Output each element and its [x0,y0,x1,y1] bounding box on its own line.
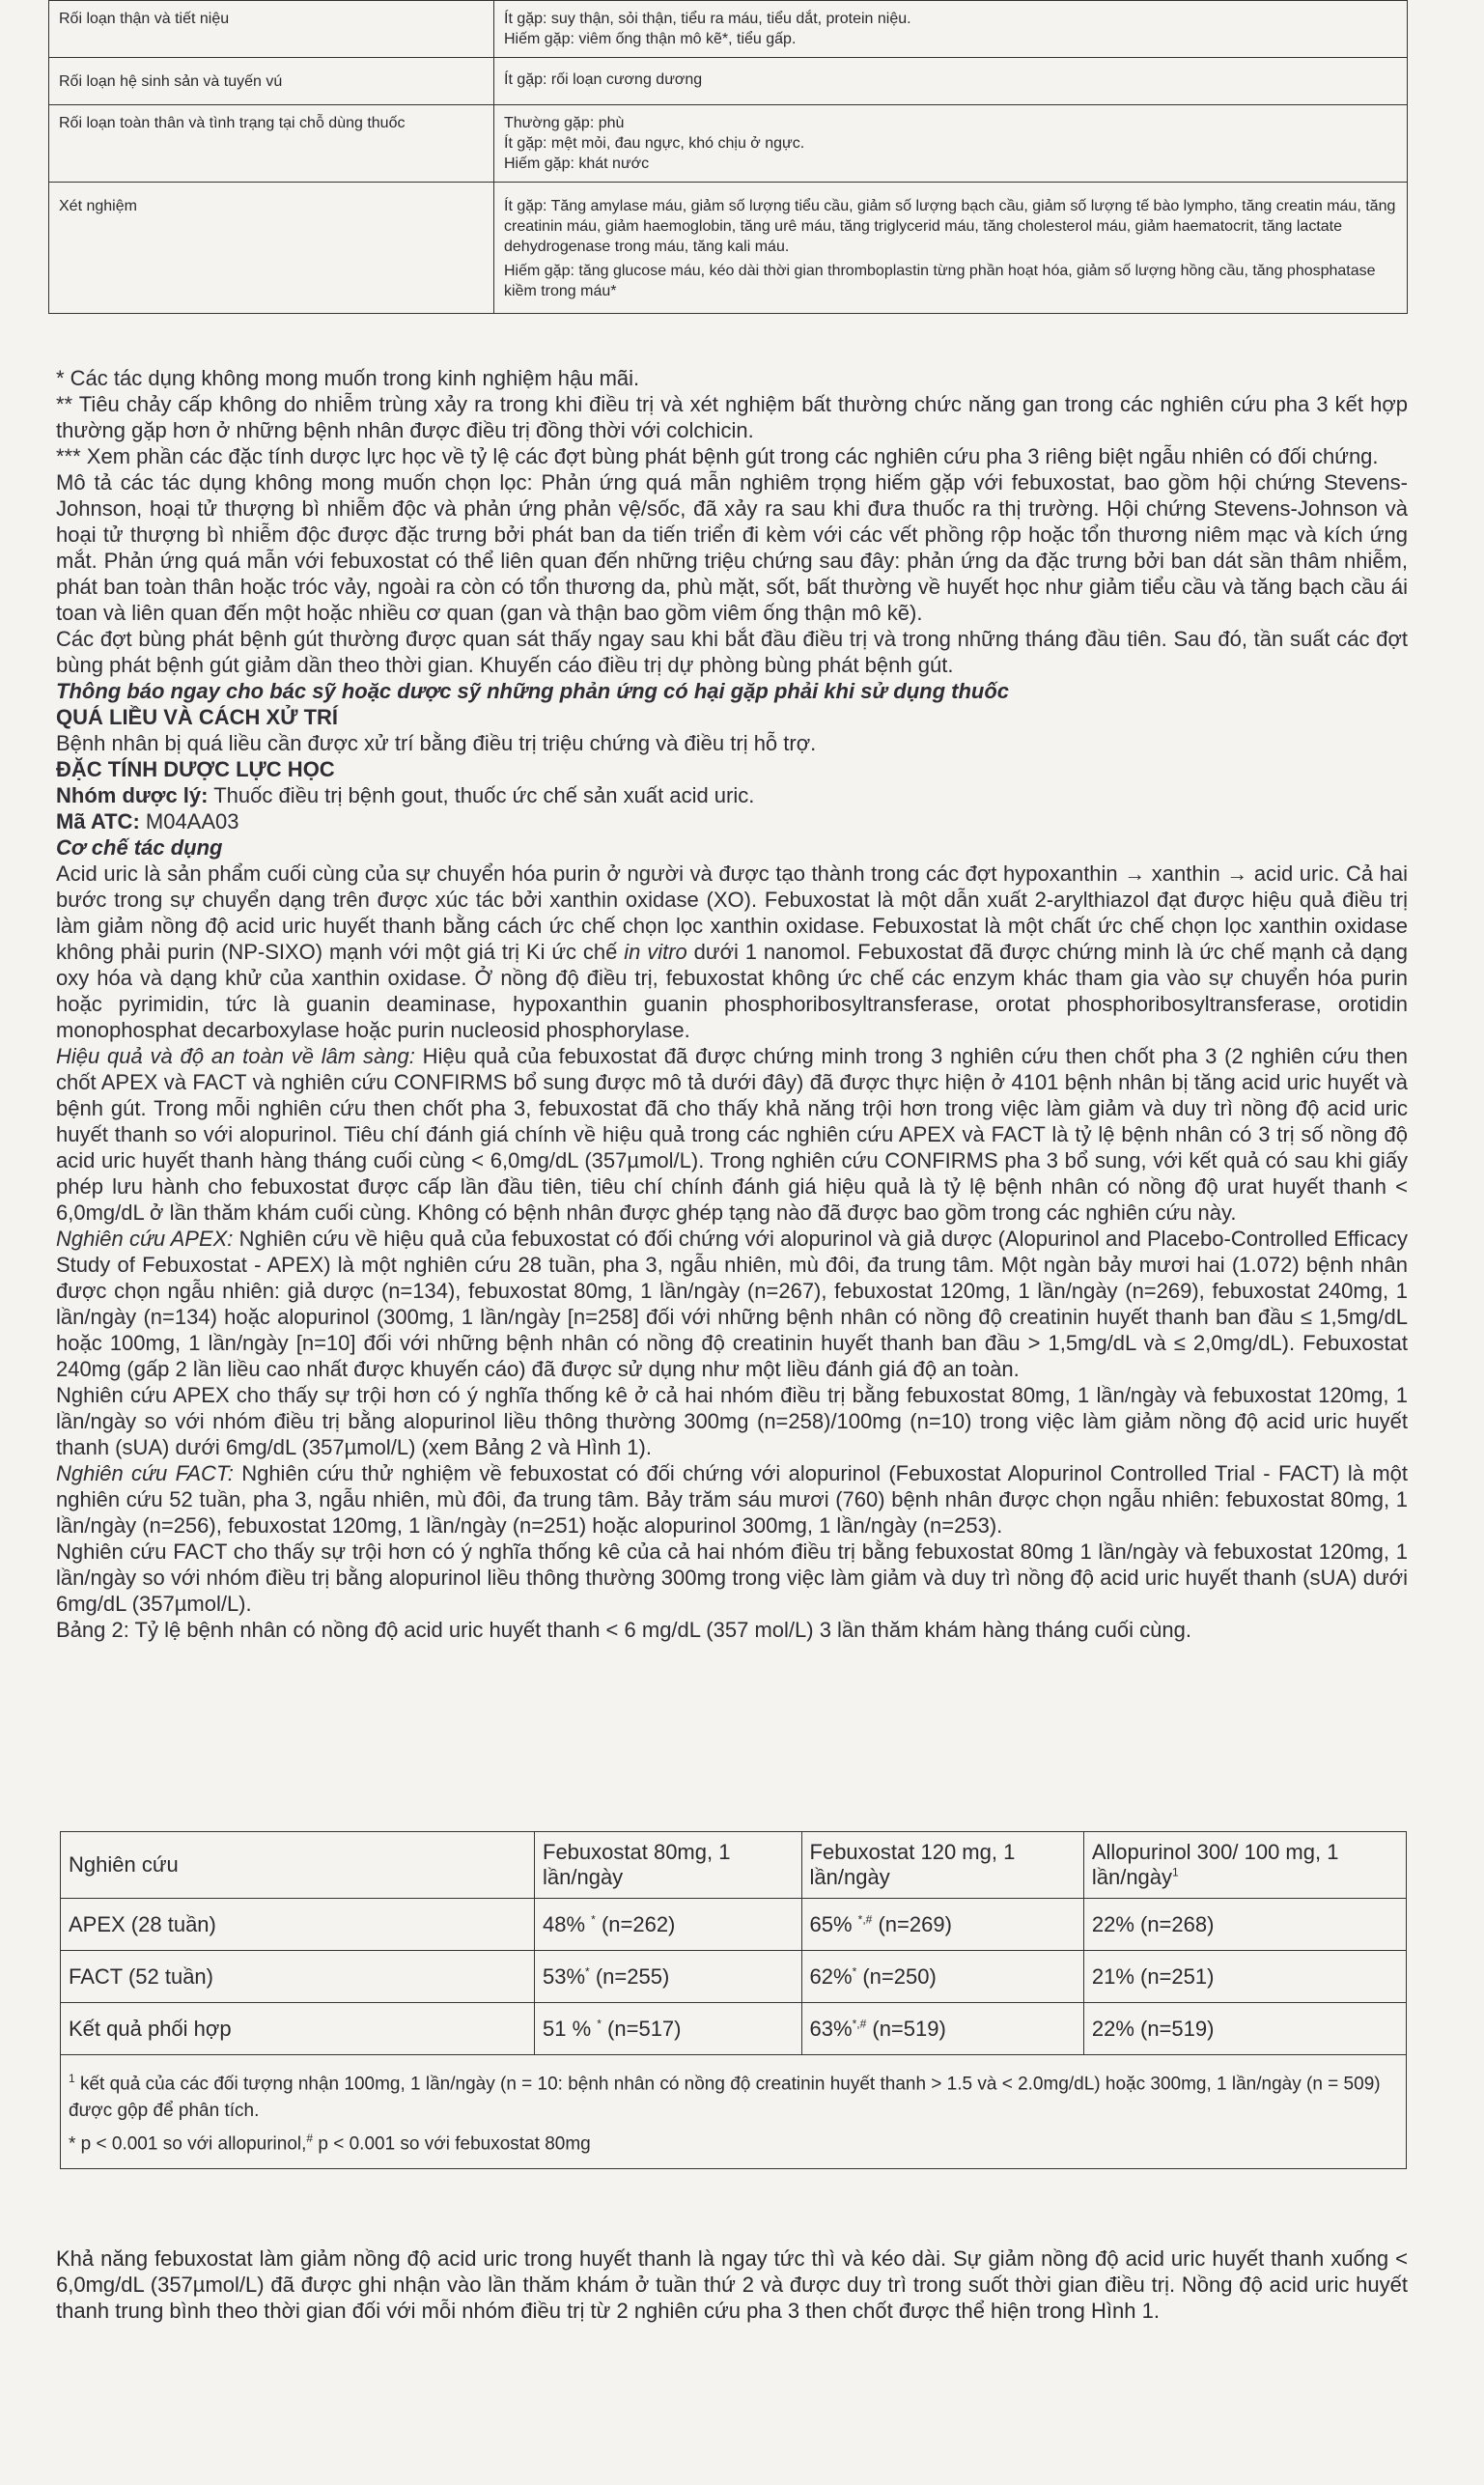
final-paragraph: Khả năng febuxostat làm giảm nồng độ acid uric trong huyết thanh là ngay tức thì và kéo dài. Sự giảm nồng độ acid uric huyết thanh xuống < 6,0mg/dL (357µmol/L) đã được ghi nhận vào lần thăm khám ở tuần thứ 2 và được duy trì trong suốt thời gian điều trị. Nồng độ acid uric huyết thanh trung bình theo thời gian đối với mỗi nhóm điều trị từ 2 nghiên cứu pha 3 then chốt được thể hiện trong Hình 1. [56,2246,1408,2323]
value-cell: 63%*,# (n=519) [801,2003,1083,2055]
study-cell: APEX (28 tuần) [61,1899,535,1951]
table-row [49,105,1408,183]
ae-description: Ít gặp: suy thận, sỏi thận, tiểu ra máu, tiểu dắt, protein niệu. Hiếm gặp: viêm ống thận mô kẽ*, tiểu gấp. [494,1,1408,58]
mechanism-heading: Cơ chế tác dụng [56,835,223,860]
value-cell: 62%* (n=250) [801,1951,1083,2003]
column-header: Nghiên cứu [61,1832,535,1899]
footnote: *** Xem phần các đặc tính dược lực học về tỷ lệ các đợt bùng phát bệnh gút trong các nghiên cứu pha 3 riêng biệt ngẫu nhiên có đối chứng. [56,444,1379,468]
value-cell: 22% (n=519) [1083,2003,1406,2055]
apex-result-paragraph: Nghiên cứu APEX cho thấy sự trội hơn có ý nghĩa thống kê ở cả hai nhóm điều trị bằng febuxostat 80mg, 1 lần/ngày và febuxostat 120mg, 1 lần/ngày so với nhóm điều trị bằng alopurinol liều thông thường 300mg (n=258)/100mg (n=10) trong việc làm giảm nồng độ acid uric huyết thanh (sUA) dưới 6mg/dL (357µmol/L) (xem Bảng 2 và Hình 1). [56,1383,1408,1459]
value-cell: 21% (n=251) [1083,1951,1406,2003]
footnote: * Các tác dụng không mong muốn trong kinh nghiệm hậu mãi. [56,366,640,390]
ae-description: Ít gặp: Tăng amylase máu, giảm số lượng tiểu cầu, giảm số lượng bạch cầu, giảm số lượng tế bào lympho, tăng creatin máu, tăng creatinin máu, giảm haemoglobin, tăng urê máu, tăng triglycerid máu, tăng cholesterol máu, giảm haematocrit, tăng lactate dehydrogenase trong máu, tăng kali máu. Hiếm gặp: tăng glucose máu, kéo dài thời gian thromboplastin từng phần hoạt hóa, giảm số lượng hồng cầu, tăng phosphatase kiềm trong máu* [494,183,1408,314]
atc-code: Mã ATC: M04AA03 [56,809,239,833]
notify-doctor-note: Thông báo ngay cho bác sỹ hoặc dược sỹ những phản ứng có hại gặp phải khi sử dụng thuốc [56,679,1009,703]
study-cell: FACT (52 tuần) [61,1951,535,2003]
value-cell: 53%* (n=255) [535,1951,802,2003]
footnote: ** Tiêu chảy cấp không do nhiễm trùng xảy ra trong khi điều trị và xét nghiệm bất thường chức năng gan trong các nghiên cứu pha 3 kết hợp thường gặp hơn ở những bệnh nhân được điều trị đồng thời với colchicin. [56,392,1408,442]
fact-paragraph: Nghiên cứu FACT: Nghiên cứu thử nghiệm về febuxostat có đối chứng với alopurinol (Febuxostat Alopurinol Controlled Trial - FACT) là một nghiên cứu 52 tuần, pha 3, ngẫu nhiên, mù đôi, đa trung tâm. Bảy trăm sáu mươi (760) bệnh nhân được chọn ngẫu nhiên: febuxostat 80mg, 1 lần/ngày (n=256), febuxostat 120mg, 1 lần/ngày (n=251) hoặc alopurinol 300mg, 1 lần/ngày (n=253). [56,1461,1408,1538]
ae-description: Thường gặp: phù Ít gặp: mệt mỏi, đau ngực, khó chịu ở ngực. Hiếm gặp: khát nước [494,105,1408,183]
efficacy-paragraph: Hiệu quả và độ an toàn về lâm sàng: Hiệu quả của febuxostat đã được chứng minh trong 3 nghiên cứu then chốt pha 3 (2 nghiên cứu then chốt APEX và FACT và nghiên cứu CONFIRMS bổ sung được mô tả dưới đây) đã được thực hiện ở 4101 bệnh nhân bị tăng acid uric huyết và bệnh gút. Trong mỗi nghiên cứu then chốt pha 3, febuxostat đã cho thấy khả năng trội hơn trong việc làm giảm và duy trì nồng độ acid uric huyết thanh so với alopurinol. Tiêu chí đánh giá chính về hiệu quả trong các nghiên cứu APEX và FACT là tỷ lệ bệnh nhân có 3 trị số nồng độ acid uric huyết thanh hàng tháng cuối cùng < 6,0mg/dL (357µmol/L). Trong nghiên cứu CONFIRMS pha 3 bổ sung, với kết quả có sau khi giấy phép lưu hành cho febuxostat được cấp lần đầu tiên, tiêu chí chính đánh giá hiệu quả là tỷ lệ bệnh nhân có nồng độ urat huyết thanh < 6,0mg/dL ở lần thăm khám cuối cùng. Không có bệnh nhân được ghép tạng nào đã được bao gồm trong các nghiên cứu này. [56,1044,1408,1225]
gout-flare-paragraph: Các đợt bùng phát bệnh gút thường được quan sát thấy ngay sau khi bắt đầu điều trị và trong những tháng đầu tiên. Sau đó, tần suất các đợt bùng phát bệnh gút giảm dần theo thời gian. Khuyến cáo điều trị dự phòng bùng phát bệnh gút. [56,627,1408,677]
value-cell: 48% * (n=262) [535,1899,802,1951]
mechanism-paragraph: Acid uric là sản phẩm cuối cùng của sự chuyển hóa purin ở người và được tạo thành trong các đợt hypoxanthin → xanthin → acid uric. Cả hai bước trong sự chuyển dạng trên được xúc tác bởi xanthin oxidase (XO). Febuxostat là một dẫn xuất 2-arylthiazol đạt được hiệu quả điều trị làm giảm nồng độ acid uric huyết thanh bằng cách ức chế chọn lọc xanthin oxidase. Febuxostat là một chất ức chế chọn lọc xanthin oxidase không phải purin (NP-SIXO) mạnh với một giá trị Ki ức chế in vitro dưới 1 nanomol. Febuxostat đã được chứng minh là ức chế mạnh cả dạng oxy hóa và dạng khử của xanthin oxidase. Ở nồng độ điều trị, febuxostat không ức chế các enzym khác tham gia vào sự chuyển hóa purin hoặc pyrimidin, tức là guanin deaminase, hypoxanthin guanin phosphoribosyltransferase, orotat phosphoribosyltransferase, orotidin monophosphat decarboxylase hoặc purin nucleosid phosphorylase. [56,861,1409,1042]
table-row [49,1,1408,58]
table-row [49,58,1408,105]
apex-paragraph: Nghiên cứu APEX: Nghiên cứu về hiệu quả của febuxostat có đối chứng với alopurinol và giả dược (Alopurinol and Placebo-Controlled Efficacy Study of Febuxostat - APEX) là một nghiên cứu 28 tuần, pha 3, ngẫu nhiên, mù đôi, đa trung tâm. Một ngàn bảy mươi hai (1.072) bệnh nhân được chọn ngẫu nhiên: giả dược (n=134), febuxostat 80mg, 1 lần/ngày (n=267), febuxostat 120mg, 1 lần/ngày (n=269), febuxostat 240mg, 1 lần/ngày (n=134) hoặc alopurinol (300mg, 1 lần/ngày [n=258] đối với những bệnh nhân có nồng độ creatinin huyết thanh ban đầu ≤ 1,5mg/dL hoặc 100mg, 1 lần/ngày [n=10] đối với những bệnh nhân có nồng độ creatinin huyết thanh ban đầu > 1,5mg/dL và ≤ 2,0mg/dL). Febuxostat 240mg (gấp 2 lần liều cao nhất được khuyến cáo) đã được sử dụng như một liều đánh giá độ an toàn. [56,1227,1408,1381]
pharmacodynamics-heading: ĐẶC TÍNH DƯỢC LỰC HỌC [56,757,335,781]
study-cell: Kết quả phối hợp [61,2003,535,2055]
table2-caption: Bảng 2: Tỷ lệ bệnh nhân có nồng độ acid uric huyết thanh < 6 mg/dL (357 mol/L) 3 lần thăm khám hàng tháng cuối cùng. [56,1618,1191,1642]
overdose-text: Bệnh nhân bị quá liều cần được xử trí bằng điều trị triệu chứng và điều trị hỗ trợ. [56,731,817,755]
adverse-effects-table [48,0,1408,314]
value-cell: 51 % * (n=517) [535,2003,802,2055]
ae-category: Rối loạn toàn thân và tình trạng tại chỗ dùng thuốc [49,105,494,183]
table-row [49,183,1408,314]
value-cell: 22% (n=268) [1083,1899,1406,1951]
table-row [61,1899,1407,1951]
table-row [61,1951,1407,2003]
column-header: Allopurinol 300/ 100 mg, 1 lần/ngày$^1$ [1083,1832,1406,1899]
table-note-row [61,2055,1407,2169]
ae-category: Rối loạn thận và tiết niệu [49,1,494,58]
column-header: Febuxostat 80mg, 1 lần/ngày [535,1832,802,1899]
column-header: Febuxostat 120 mg, 1 lần/ngày [801,1832,1083,1899]
main-text [56,365,1408,1643]
table-note: $^1$ kết quả của các đối tượng nhận 100mg, 1 lần/ngày (n = 10: bệnh nhân có nồng độ creatinin huyết thanh > 1.5 và < 2.0mg/dL) hoặc 300mg, 1 lần/ngày (n = 509) được gộp để phân tích. * p < 0.001 so với allopurinol,# p < 0.001 so với febuxostat 80mg [61,2055,1407,2169]
value-cell: 65% *,# (n=269) [801,1899,1083,1951]
overdose-heading: QUÁ LIỀU VÀ CÁCH XỬ TRÍ [56,705,339,729]
efficacy-table [60,1831,1407,2169]
ae-category: Rối loạn hệ sinh sản và tuyến vú [49,58,494,105]
table-header-row [61,1832,1407,1899]
selected-effects-paragraph: Mô tả các tác dụng không mong muốn chọn lọc: Phản ứng quá mẫn nghiêm trọng hiếm gặp với febuxostat, bao gồm hội chứng Stevens-Johnson, hoại tử thượng bì nhiễm độc và phản ứng phản vệ/sốc, đã xảy ra sau khi đưa thuốc ra thị trường. Hội chứng Stevens-Johnson và hoại tử thượng bì nhiễm độc được đặc trưng bởi phát ban da tiến triển đi kèm với các vết phồng rộp hoặc tổn thương niêm mạc và kích ứng mắt. Phản ứng quá mẫn với febuxostat có thể liên quan đến những triệu chứng sau đây: phản ứng da đặc trưng bởi ban dát sần thâm nhiễm, phát ban toàn thân hoặc tróc vảy, ngoài ra còn có tổn thương da, phù mặt, sốt, bất thường về huyết học như giảm tiểu cầu và tăng bạch cầu ái toan và liên quan đến một hoặc nhiều cơ quan (gan và thận bao gồm viêm ống thận mô kẽ). [56,470,1408,625]
table-row [61,2003,1407,2055]
ae-description: Ít gặp: rối loạn cương dương [494,58,1408,105]
pharmacological-group: Nhóm dược lý: Thuốc điều trị bệnh gout, thuốc ức chế sản xuất acid uric. [56,783,755,807]
fact-result-paragraph: Nghiên cứu FACT cho thấy sự trội hơn có ý nghĩa thống kê của cả hai nhóm điều trị bằng febuxostat 80mg 1 lần/ngày và febuxostat 120mg, 1 lần/ngày so với nhóm điều trị bằng alopurinol liều thông thường 300mg trong việc làm giảm và duy trì nồng độ acid uric huyết thanh (sUA) dưới 6mg/dL (357µmol/L). [56,1539,1408,1616]
ae-category: Xét nghiệm [49,183,494,314]
